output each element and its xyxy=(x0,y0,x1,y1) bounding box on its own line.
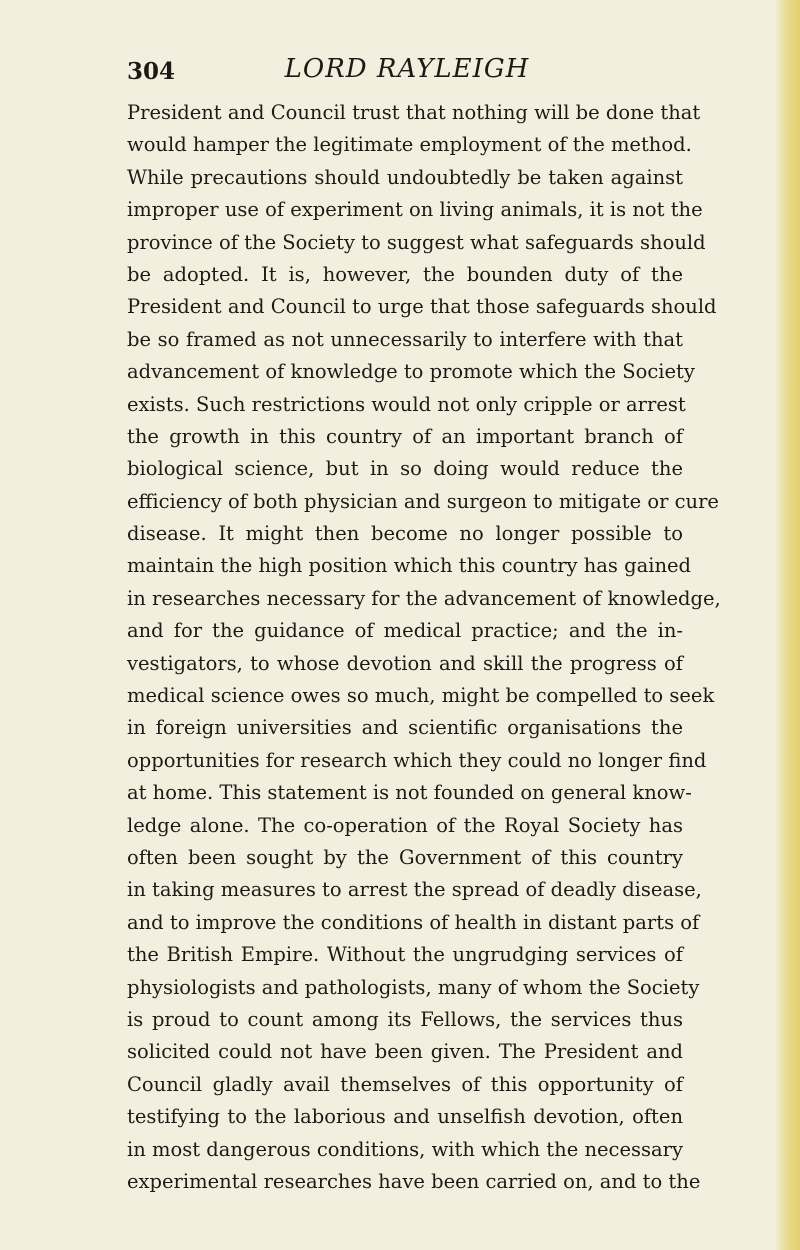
text-line: would hamper the legitimate employment of the method. xyxy=(127,133,692,157)
text-line: testifying to the laborious and unselfish devotion, often xyxy=(127,1105,683,1129)
page-header xyxy=(127,54,687,94)
text-line: be adopted. It is, however, the bounden duty of the xyxy=(127,262,683,286)
text-line: and to improve the conditions of health in distant parts of xyxy=(127,910,700,934)
page-edge xyxy=(774,0,800,1250)
text-line: physiologists and pathologists, many of whom the Society xyxy=(127,975,700,999)
text-line: advancement of knowledge to promote which the Society xyxy=(127,360,695,384)
text-line: at home. This statement is not founded on general know- xyxy=(127,781,692,805)
text-line: be so framed as not unnecessarily to interfere with that xyxy=(127,327,683,351)
text-line: in taking measures to arrest the spread of deadly disease, xyxy=(127,878,702,902)
text-line: efficiency of both physician and surgeon to mitigate or cure xyxy=(127,489,719,513)
text-line: experimental researches have been carried on, and to the xyxy=(127,1169,701,1193)
text-line: ledge alone. The co-operation of the Royal Society has xyxy=(127,813,683,837)
text-line: medical science owes so much, might be compelled to seek xyxy=(127,684,715,708)
text-line: While precautions should undoubtedly be taken against xyxy=(127,165,683,189)
text-line: improper use of experiment on living animals, it is not the xyxy=(127,198,703,222)
text-line: President and Council to urge that those safeguards should xyxy=(127,295,717,319)
text-line: Council gladly avail themselves of this opportunity of xyxy=(127,1072,683,1096)
text-line: province of the Society to suggest what safeguards should xyxy=(127,230,706,254)
running-head: LORD RAYLEIGH xyxy=(284,54,530,84)
text-line: is proud to count among its Fellows, the services thus xyxy=(127,1007,683,1031)
text-line: vestigators, to whose devotion and skill the progress of xyxy=(127,651,683,675)
text-line: often been sought by the Government of this country xyxy=(127,845,683,869)
text-line: in foreign universities and scientific organisations the xyxy=(127,716,683,740)
text-line: the growth in this country of an important branch of xyxy=(127,424,683,448)
body-text xyxy=(127,97,721,1198)
text-line: biological science, but in so doing would reduce the xyxy=(127,457,683,481)
text-line: President and Council trust that nothing will be done that xyxy=(127,101,701,124)
text-line: in most dangerous conditions, with which the necessary xyxy=(127,1137,683,1161)
page-number: 304 xyxy=(127,58,176,85)
text-line: maintain the high position which this country has gained xyxy=(127,554,692,578)
text-line: and for the guidance of medical practice; and the in- xyxy=(127,619,683,643)
text-line: solicited could not have been given. The President and xyxy=(127,1040,683,1064)
text-line: the British Empire. Without the ungrudging services of xyxy=(127,943,683,967)
text-line: in researches necessary for the advancement of knowledge, xyxy=(127,586,721,610)
text-line: exists. Such restrictions would not only cripple or arrest xyxy=(127,392,686,416)
text-line: disease. It might then become no longer possible to xyxy=(127,522,683,546)
text-line: opportunities for research which they could no longer find xyxy=(127,748,707,772)
